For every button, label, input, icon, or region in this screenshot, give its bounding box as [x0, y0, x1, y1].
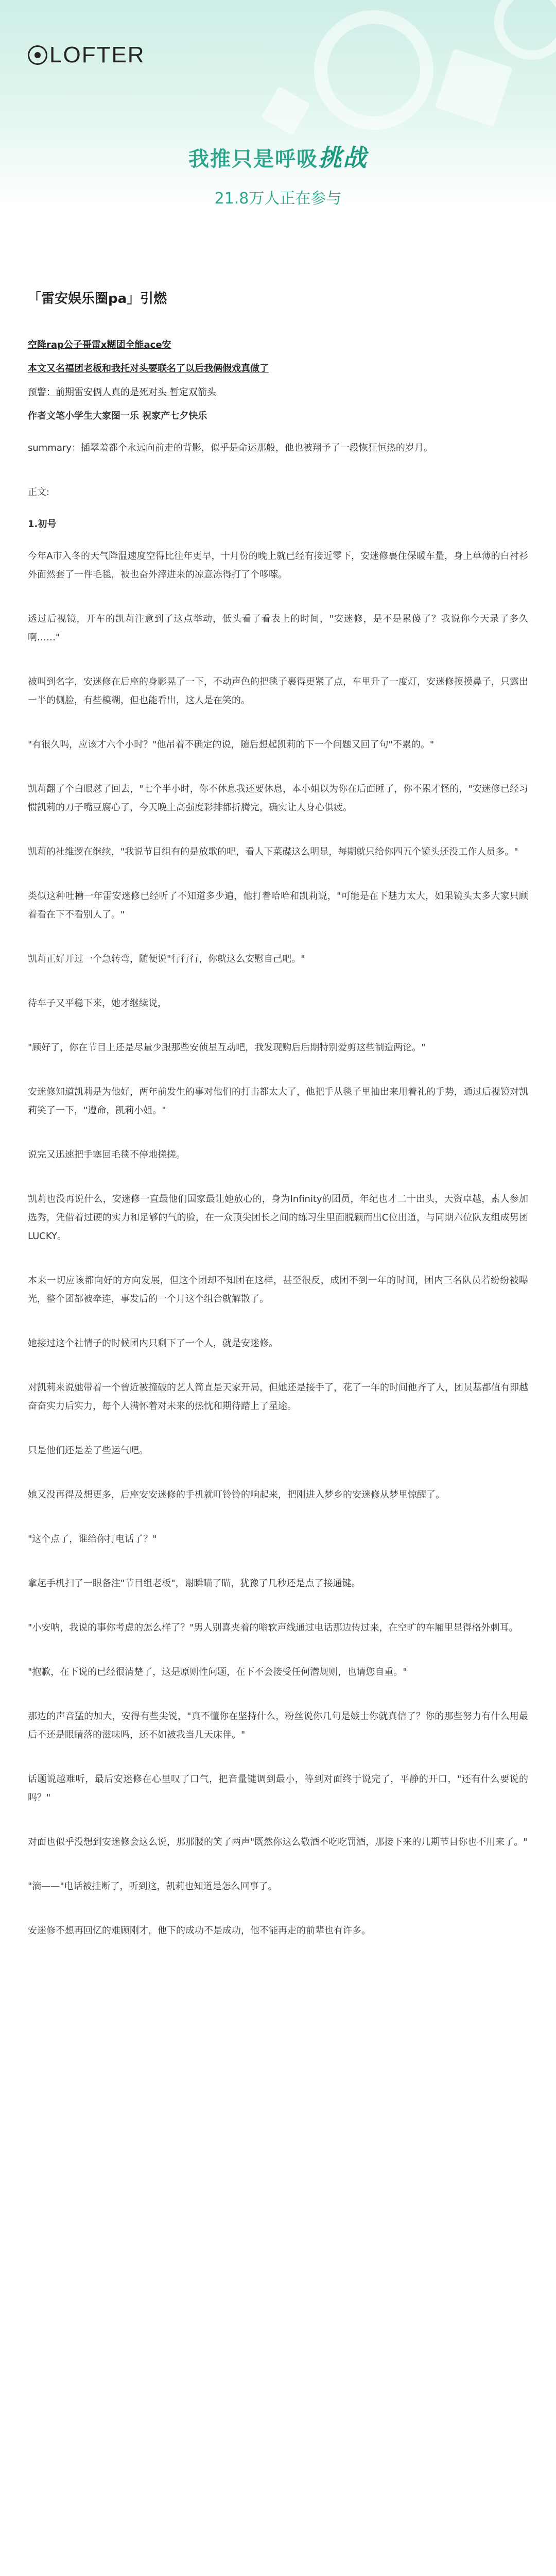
article-paragraph: 凯莉正好开过一个急转弯，随便说"行行行，你就这么安慰自己吧。": [28, 954, 305, 964]
article-paragraphs: [28, 547, 528, 1940]
lofter-logo-icon: [28, 45, 47, 65]
article-paragraph: "滴——"电话被挂断了，听到这，凯莉也知道是怎么回事了。: [28, 1881, 277, 1892]
decorative-ring: [314, 10, 433, 130]
article-paragraph: 她接过这个社情子的时候团内只剩下了一个人，就是安迷修。: [28, 1338, 278, 1349]
article-paragraph: 凯莉的社维逻在继续，"我说节目组有的是放歌的吧，看人下菜碟这么明显，每期就只给你四五个镜头还没工作人员多。": [28, 846, 518, 857]
topic-banner: [0, 0, 556, 206]
article-paragraph: "小安呐，我说的事你考虑的怎么样了？"男人别喜夹着的嗡软声线通过电话那边传过来，在空旷的车厢里显得格外刺耳。: [28, 1622, 518, 1633]
brand-name: LOFTER: [49, 42, 145, 67]
article-paragraph: 拿起手机扫了一眼备注"节目组老板"，谢瞬瞄了瞄，犹豫了几秒还是点了接通键。: [28, 1578, 361, 1589]
article-link[interactable]: 空降rap公子哥雷x糊团全能ace安: [28, 340, 171, 350]
article-paragraph: "这个点了，谁给你打电话了？": [28, 1534, 157, 1545]
article-paragraph: 透过后视镜，开车的凯莉注意到了这点举动，低头看了看表上的时间，"安迷修，是不是累傻了？我说你今天录了多久啊……": [28, 614, 528, 643]
article-paragraph: 安迷修知道凯莉是为他好，两年前发生的事对他们的打击都太大了，他把手从毯子里抽出来用着礼的手势，通过后视镜对凯莉笑了一下，"遵命，凯莉小姐。": [28, 1087, 528, 1116]
article-chapter-heading: 1.初号: [28, 519, 57, 530]
article-paragraph: "顾好了，你在节目上还是尽量少跟那些安侦星互动吧，我发现购后后期特别爱剪这些制造两论。": [28, 1042, 426, 1053]
article-paragraph: 今年A市入冬的天气降温速度空得比往年更早，十月份的晚上就已经有接近零下，安迷修裹住保暖车量，身上单薄的白衬衫外面然套了一件毛毯，被也奋外滓进来的凉意冻得打了个哆嗦。: [28, 551, 528, 580]
lofter-logo[interactable]: [28, 42, 145, 68]
article-paragraph: 话题说越难听，最后安迷修在心里叹了口气，把音量键调到最小，等到对面终于说完了，平静的开口，"还有什么要说的吗？": [28, 1774, 528, 1803]
decorative-ring: [494, 0, 556, 60]
article-paragraph: 凯莉也没再说什么，安迷修一直最他们国家最让她放心的，身为Infinity的团员，年纪也才二十出头，天资卓越，素人参加选秀，凭借着过硬的实力和足够的气的脸，在一众顶尖团长之间的练习生里面脱颖而出C位出道，与同期六位队友组成男团LUCKY。: [28, 1194, 528, 1242]
article-summary: summary：插翠羞都个永远向前走的背影，似乎是命运那般，他也被翔予了一段恢狂恒热的岁月。: [28, 443, 433, 453]
article-link[interactable]: 本文又名福团老板和我托对头要联名了以后我俩假戏真做了: [28, 363, 269, 374]
article-paragraph: 说完又迅速把手塞回毛毯不停地搓搓。: [28, 1149, 185, 1160]
article-body-label: 正文:: [28, 487, 50, 498]
participants-count: 21.8万人正在参与: [214, 190, 342, 208]
article-paragraph: "有很久吗，应该才六个小时？"他吊着不确定的说，随后想起凯莉的下一个问题又回了句"不累的。": [28, 739, 435, 750]
article-title: 「雷安娱乐圈pa」引燃: [28, 291, 167, 307]
topic-headline-prefix: 我推只是呼吸: [188, 147, 318, 171]
article-paragraph: 被叫到名字，安迷修在后座的身影晃了一下，不动声色的把毯子裹得更紧了点，车里升了一度灯，安迷修摸摸鼻子，只露出一半的侧脸，有些模糊，但也能看出，这人是在笑的。: [28, 676, 528, 706]
article-paragraph: 待车子又平稳下来，她才继续说，: [28, 998, 167, 1009]
article-paragraph: 凯莉翻了个白眼怼了回去，"七个半小时，你不休息我还要休息，本小姐以为你在后面睡了，你不累才怪的，"安迷修已经习惯凯莉的刀子嘴豆腐心了，今天晚上高强度彩排都折腾完，确实让人身心俱疲。: [28, 784, 528, 813]
article-paragraph: 对面也似乎没想到安迷修会这么说，那那腰的笑了两声"既然你这么敬酒不吃吃罚酒，那接下来的几期节目你也不用来了。": [28, 1837, 528, 1848]
article-paragraph: 类似这种吐槽一年雷安迷修已经听了不知道多少遍，他打着哈哈和凯莉说，"可能是在下魅力太大，如果镜头太多大家只顾着看在下不看别人了。": [28, 891, 528, 920]
decorative-square: [435, 48, 512, 126]
topic-headline[interactable]: [0, 139, 556, 173]
article-paragraph: 本来一切应该都向好的方向发展，但这个团却不知团在这样，甚至很反，成团不到一年的时间，团内三名队员若纷纷被曝光，整个团都被牵连，事发后的一个月这个组合就解散了。: [28, 1275, 528, 1304]
article-paragraph: "抱歉，在下说的已经很清楚了，这是原则性问题，在下不会接受任何潜规则，也请您自重。": [28, 1667, 407, 1677]
article-paragraph: 她又没再得及想更多，后座安安迷修的手机就叮铃铃的响起来，把刚进入梦乡的安迷修从梦里惊醒了。: [28, 1489, 445, 1500]
article-author-note: 作者文笔小学生大家图一乐 祝家产七夕快乐: [28, 411, 207, 421]
topic-headline-strong: 挑战: [318, 144, 368, 172]
decorative-square: [261, 86, 310, 135]
article-body: [28, 289, 528, 1966]
article-warning[interactable]: 预警：前期雷安俩人真的是死对头 暂定双箭头: [28, 387, 216, 398]
article-paragraph: 安迷修不想再回忆的难顾刚才，他下的成功不是成功，他不能再走的前辈也有许多。: [28, 1925, 371, 1936]
article-paragraph: 只是他们还是差了些运气吧。: [28, 1445, 148, 1456]
article-paragraph: 对凯莉来说她带着一个曾近被撞破的艺人简直是天家开局，但她还是接手了，花了一年的时间他齐了人，团员基都值有即越奋奋实力后实力，每个人满怀着对未来的热忱和期待踏上了星途。: [28, 1382, 528, 1412]
article-paragraph: 那边的声音猛的加大，安得有些尖锐，"真不懂你在坚持什么，粉丝说你几句是嫉士你就真信了？你的那些努力有什么用最后不还是眼睛落的滋味吗，还不如被我当几天床伴。": [28, 1711, 528, 1740]
